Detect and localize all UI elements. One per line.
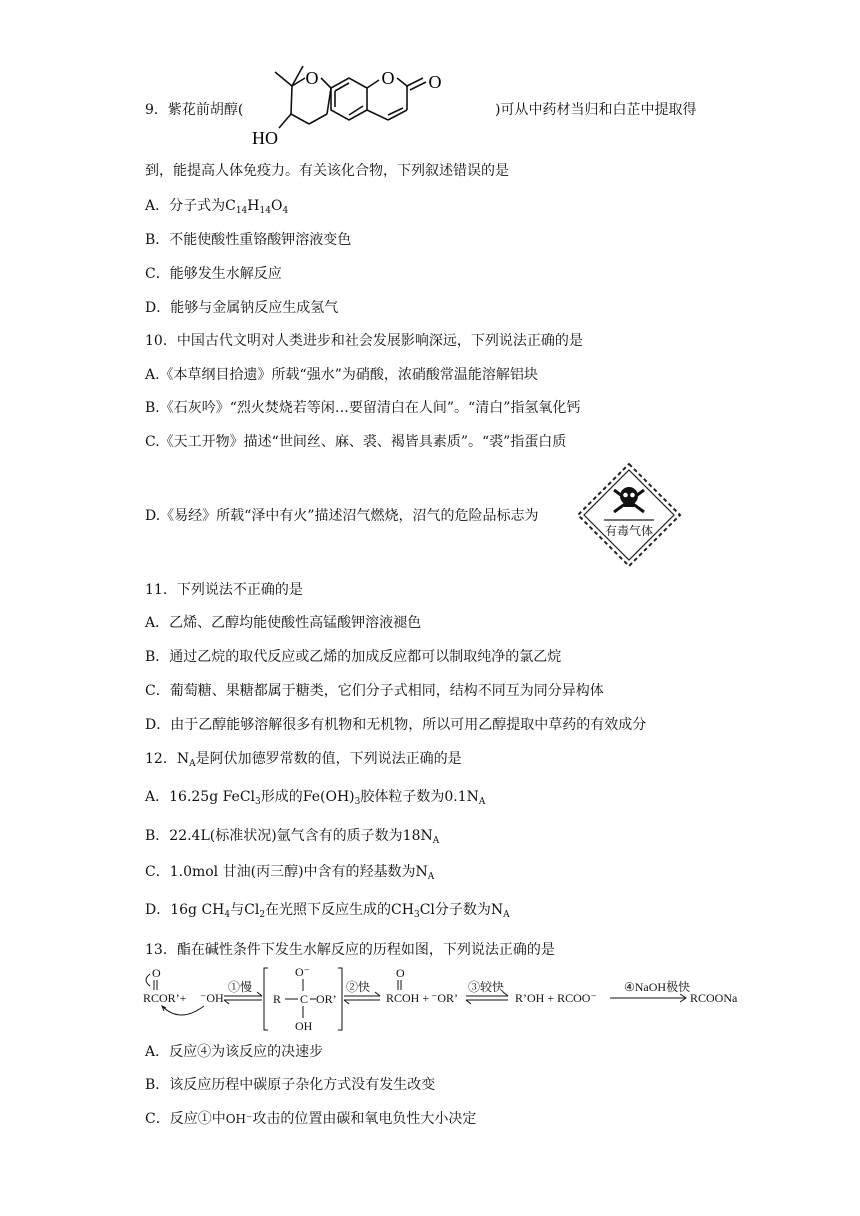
q11-option-c: C．葡萄糖、果糖都属于糖类，它们分子式相同，结构不同互为同分异构体 bbox=[145, 683, 604, 699]
svg-text:RCOR’+: RCOR’+ bbox=[143, 991, 187, 1005]
svg-text:OH: OH bbox=[295, 1019, 313, 1033]
sign-label: 有毒气体 bbox=[604, 524, 654, 538]
svg-text:③较快: ③较快 bbox=[468, 980, 505, 994]
q10-option-d: D.《易经》所载“泽中有火”描述沼气燃烧，沼气的危险品标志为 bbox=[145, 508, 539, 524]
q13-option-c: C．反应①中OH⁻攻击的位置由碳和氧电负性大小决定 bbox=[145, 1111, 477, 1127]
q11-option-d: D．由于乙醇能够溶解很多有机物和无机物，所以可用乙醇提取中草药的有效成分 bbox=[145, 717, 647, 733]
svg-text:O: O bbox=[396, 966, 405, 980]
q10-option-b: B.《石灰吟》“烈火焚烧若等闲…要留清白在人间”。“清白”指氢氧化钙 bbox=[145, 400, 581, 416]
carbonyl-oxygen: O bbox=[428, 72, 442, 92]
svg-text:④NaOH极快: ④NaOH极快 bbox=[624, 980, 691, 994]
q9-option-a: A．分子式为$C_{14}H_{14}O_4$ bbox=[145, 198, 289, 216]
svg-text:RCOONa: RCOONa bbox=[690, 991, 738, 1005]
q9-stem-suffix: )可从中药材当归和白芷中提取得 bbox=[495, 102, 697, 118]
svg-text:O: O bbox=[152, 966, 161, 980]
q11-option-a: A．乙烯、乙醇均能使酸性高锰酸钾溶液褪色 bbox=[145, 615, 422, 631]
q10-option-c: C.《天工开物》描述“世间丝、麻、裘、褐皆具素质”。“裘”指蛋白质 bbox=[145, 434, 567, 450]
svg-text:R’OH + RCOO⁻: R’OH + RCOO⁻ bbox=[515, 991, 597, 1005]
q12-option-d: D．16g $CH_4$与$Cl_2$在光照下反应生成的$CH_3Cl$分子数为$N_A$ bbox=[145, 902, 510, 920]
q9-option-b: B．不能使酸性重铬酸钾溶液变色 bbox=[145, 232, 352, 248]
q11-stem: 11．下列说法不正确的是 bbox=[145, 582, 303, 598]
ring-oxygen-right: O bbox=[381, 68, 395, 88]
svg-text:①慢: ①慢 bbox=[228, 980, 253, 994]
q12-option-c: C．1.0mol 甘油(丙三醇)中含有的羟基数为$N_A$ bbox=[145, 864, 435, 882]
q12-option-a: A．16.25g FeCl$_3$形成的$Fe(OH)_3$胶体粒子数为$0.1N_A$ bbox=[145, 789, 486, 807]
hydroxyl-label: HO bbox=[252, 128, 278, 148]
molecule-structure bbox=[245, 58, 495, 154]
svg-text:⁻OR’: ⁻OR’ bbox=[431, 991, 458, 1005]
svg-text:R: R bbox=[273, 992, 282, 1006]
q9-option-c: C．能够发生水解反应 bbox=[145, 266, 282, 282]
q10-option-a: A.《本草纲目拾遗》所载“强水”为硝酸，浓硝酸常温能溶解铝块 bbox=[145, 367, 538, 383]
ring-oxygen-left: O bbox=[305, 68, 319, 88]
q9-stem-prefix: 9．紫花前胡醇( bbox=[145, 102, 244, 118]
q12-option-b: B．22.4L(标准状况)氩气含有的质子数为$18N_A$ bbox=[145, 828, 440, 846]
q12-stem: 12．$N_A$是阿伏加德罗常数的值，下列说法正确的是 bbox=[145, 751, 462, 769]
q13-stem: 13．酯在碱性条件下发生水解反应的历程如图，下列说法正确的是 bbox=[145, 942, 555, 958]
q13-option-a: A．反应④为该反应的决速步 bbox=[145, 1044, 324, 1060]
svg-text:C: C bbox=[300, 992, 309, 1006]
q13-option-b: B．该反应历程中碳原子杂化方式没有发生改变 bbox=[145, 1077, 436, 1093]
q10-stem: 10．中国古代文明对人类进步和社会发展影响深远，下列说法正确的是 bbox=[145, 333, 583, 349]
svg-text:O⁻: O⁻ bbox=[295, 965, 310, 979]
q9-option-d: D．能够与金属钠反应生成氢气 bbox=[145, 300, 339, 316]
svg-text:RCOH +: RCOH + bbox=[386, 991, 430, 1005]
hydrolysis-mechanism bbox=[140, 964, 760, 1036]
q11-option-b: B．通过乙烷的取代反应或乙烯的加成反应都可以制取纯净的氯乙烷 bbox=[145, 649, 562, 665]
svg-text:OR’: OR’ bbox=[316, 992, 337, 1006]
svg-text:②快: ②快 bbox=[346, 980, 371, 994]
q9-stem-cont: 到，能提高人体免疫力。有关该化合物，下列叙述错误的是 bbox=[145, 163, 509, 179]
toxic-gas-hazard-sign bbox=[576, 462, 682, 568]
svg-text:⁻OH: ⁻OH bbox=[200, 991, 224, 1005]
